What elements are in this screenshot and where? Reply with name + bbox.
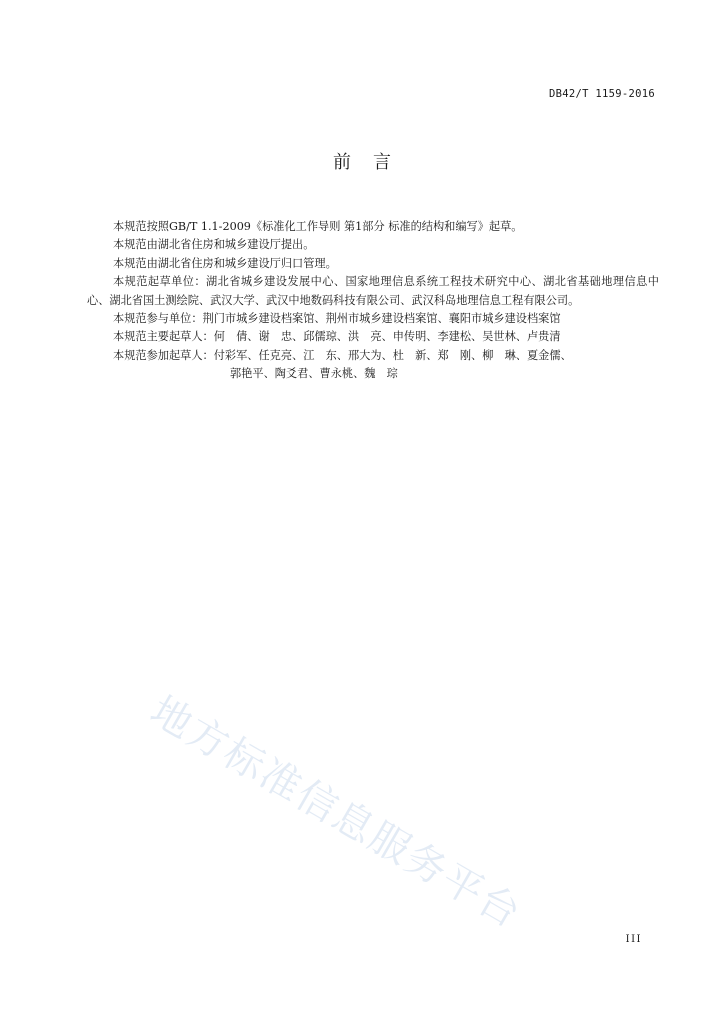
paragraph-contributing-drafters: 本规范参加起草人：付彩军、任克亮、江 东、邢大为、杜 新、郑 刚、柳 琳、夏金儒、 — [113, 348, 572, 362]
page-number: III — [625, 934, 642, 945]
paragraph-proposed-by: 本规范由湖北省住房和城乡建设厅提出。 — [113, 238, 315, 252]
paragraph-drafting-basis: 本规范按照GB/T 1.1-2009《标准化工作导则 第1部分 标准的结构和编写》起草。 — [113, 220, 523, 233]
paragraph-managed-by: 本规范由湖北省住房和城乡建设厅归口管理。 — [113, 256, 337, 270]
page-title-part2: 言 — [373, 152, 391, 173]
page-title-part1: 前 — [333, 152, 351, 173]
paragraph-contributing-drafters-continued: 郭艳平、陶爻君、曹永桃、魏 琮 — [230, 367, 398, 381]
paragraph-main-drafters: 本规范主要起草人：何 倩、谢 忠、邱儒琼、洪 亮、申传明、李建松、吴世林、卢贵清 — [113, 330, 561, 344]
standard-number: DB42/T 1159-2016 — [549, 88, 655, 100]
page-title — [0, 148, 724, 174]
watermark: 地方标准信息服务平台 — [142, 687, 530, 938]
paragraph-drafting-units: 本规范起草单位：湖北省城乡建设发展中心、国家地理信息系统工程技术研究中心、湖北省基础地理信息中心、湖北省国土测绘院、武汉大学、武汉中地数码科技有限公司、武汉科岛地理信息工程有限公司。 — [87, 275, 659, 307]
paragraph-participating-units: 本规范参与单位：荆门市城乡建设档案馆、荆州市城乡建设档案馆、襄阳市城乡建设档案馆 — [113, 312, 561, 326]
foreword-body — [87, 218, 659, 384]
